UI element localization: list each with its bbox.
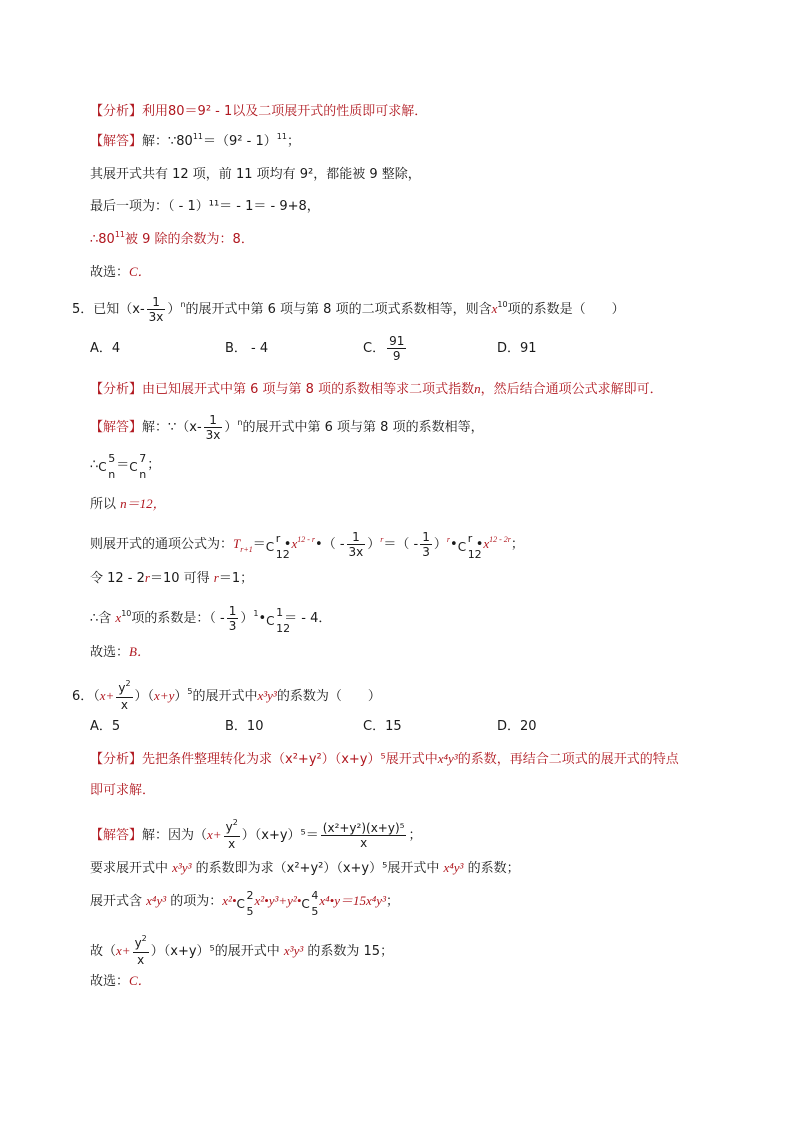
solution-line: 令 12 - 2r＝10 可得 r＝1； bbox=[90, 570, 254, 586]
option-d[interactable]: D．20 bbox=[497, 719, 537, 734]
fraction: $\frac{1}{3x}$ bbox=[348, 530, 364, 559]
option-b[interactable]: B．10 bbox=[225, 719, 264, 734]
solution-line: 要求展开式中 x³y³ 的系数即为求（x²+y²）（x+y）⁵展开式中 x⁴y³ 的系数； bbox=[90, 860, 520, 876]
fraction: $\frac{1}{3x}$ bbox=[205, 413, 221, 442]
solution-line: $\therefore 80^{11}$被 9 除的余数为：8． bbox=[90, 230, 254, 247]
fraction: $\frac{y^2}{x}$ bbox=[118, 679, 131, 712]
analysis-line: 即可求解． bbox=[90, 783, 156, 798]
binomial-coefficient: C 5 n bbox=[98, 452, 116, 481]
solution-line: 则展开式的通项公式为：$T_{r+1}=$ C r 12 $•x^{12 - r}•$（ - $\frac{1}{3x}$ ）$^r$＝（ - $\frac{1}{3}$ ）$^r$• C r 12 $•x^{12 - 2r}$； bbox=[90, 530, 524, 561]
binomial-coefficient: C 4 5 bbox=[301, 888, 319, 918]
analysis-line: 【分析】由已知展开式中第 6 项与第 8 项的系数相等求二项式指数n，然后结合通项公式求解即可． bbox=[90, 381, 663, 397]
fraction: $\frac{1}{3}$ bbox=[422, 530, 430, 559]
option-c[interactable]: C．15 bbox=[363, 719, 402, 734]
solution-line: ∴含 $x^{10}$项的系数是：（ - $\frac{1}{3}$ ）$^1$• C 1 12 ＝ - 4． bbox=[90, 604, 332, 635]
answer-line: 【解答】解：∵（x- $\frac{1}{3x}$ ）$^n$的展开式中第 6 项与第 8 项的系数相等， bbox=[90, 413, 484, 442]
option-d[interactable]: D．91 bbox=[497, 341, 537, 356]
solution-line: 所以 n＝12， bbox=[90, 496, 166, 512]
binomial-coefficient: C r 12 bbox=[265, 531, 290, 561]
fraction: $\frac{y^2}{x}$ bbox=[225, 818, 238, 851]
fraction: $\frac{1}{3x}$ bbox=[148, 295, 164, 324]
solution-line: 展开式含 x⁴y³ 的项为：x²• C 2 5 x²•y³+y²• C 4 5 x⁴•y＝15x⁴y³； bbox=[90, 888, 399, 918]
solution-line: 最后一项为：（ - 1）¹¹＝ - 1＝ - 9+8， bbox=[90, 199, 320, 214]
option-c[interactable]: C． $\frac{91}{9}$ bbox=[363, 334, 405, 363]
option-a[interactable]: A．5 bbox=[90, 719, 121, 734]
option-b[interactable]: B． - 4 bbox=[225, 341, 269, 356]
answer-line: 【解答】解：$\because 80^{11}=(9^2 - 1)^{11}$； bbox=[90, 132, 300, 149]
question-6-stem: 6．（x+ $\frac{y^2}{x}$ ）$(x+y)^5$的展开式中x³y³的系数为（ ） bbox=[72, 679, 381, 712]
binomial-coefficient: C 1 12 bbox=[266, 605, 291, 635]
binomial-coefficient: C r 12 bbox=[457, 531, 482, 561]
choose-line: 故选：C． bbox=[90, 264, 151, 280]
choose-line: 故选：B． bbox=[90, 644, 150, 660]
solution-line: 故（x+ $\frac{y^2}{x}$ ）（x+y）⁵的展开式中 x³y³ 的系数为 15； bbox=[90, 934, 394, 967]
solution-line: 其展开式共有 12 项，前 11 项均有 9²，都能被 9 整除， bbox=[90, 167, 421, 182]
option-a[interactable]: A．4 bbox=[90, 341, 121, 356]
binomial-coefficient: C 2 5 bbox=[236, 888, 254, 918]
choose-line: 故选：C． bbox=[90, 973, 151, 989]
solution-line: ∴ C 5 n ＝ C 7 n ； bbox=[90, 452, 161, 481]
analysis-line: 【分析】先把条件整理转化为求（x²+y²）（x+y）⁵展开式中x⁴y³的系数，再结合二项式的展开式的特点 bbox=[90, 751, 679, 767]
answer-line: 【解答】解：因为（x+ $\frac{y^2}{x}$ ）（x+y）⁵＝ $\frac{\text{(x²+y²)(x+y)⁵}}{x}$ ； bbox=[90, 818, 422, 851]
analysis-line: 【分析】利用80＝9² - 1以及二项展开式的性质即可求解． bbox=[90, 104, 428, 119]
question-5-stem: 5．已知（x- $\frac{1}{3x}$ ）$^n$的展开式中第 6 项与第 8 项的二项式系数相等，则含$x^{10}$项的系数是（ ） bbox=[72, 295, 625, 324]
fraction: $\frac{\text{(x²+y²)(x+y)⁵}}{x}$ bbox=[322, 821, 405, 850]
fraction: $\frac{91}{9}$ bbox=[389, 334, 405, 363]
fraction: $\frac{1}{3}$ bbox=[228, 604, 237, 633]
fraction: $\frac{y^2}{x}$ bbox=[134, 934, 147, 967]
binomial-coefficient: C 7 n bbox=[129, 452, 147, 481]
